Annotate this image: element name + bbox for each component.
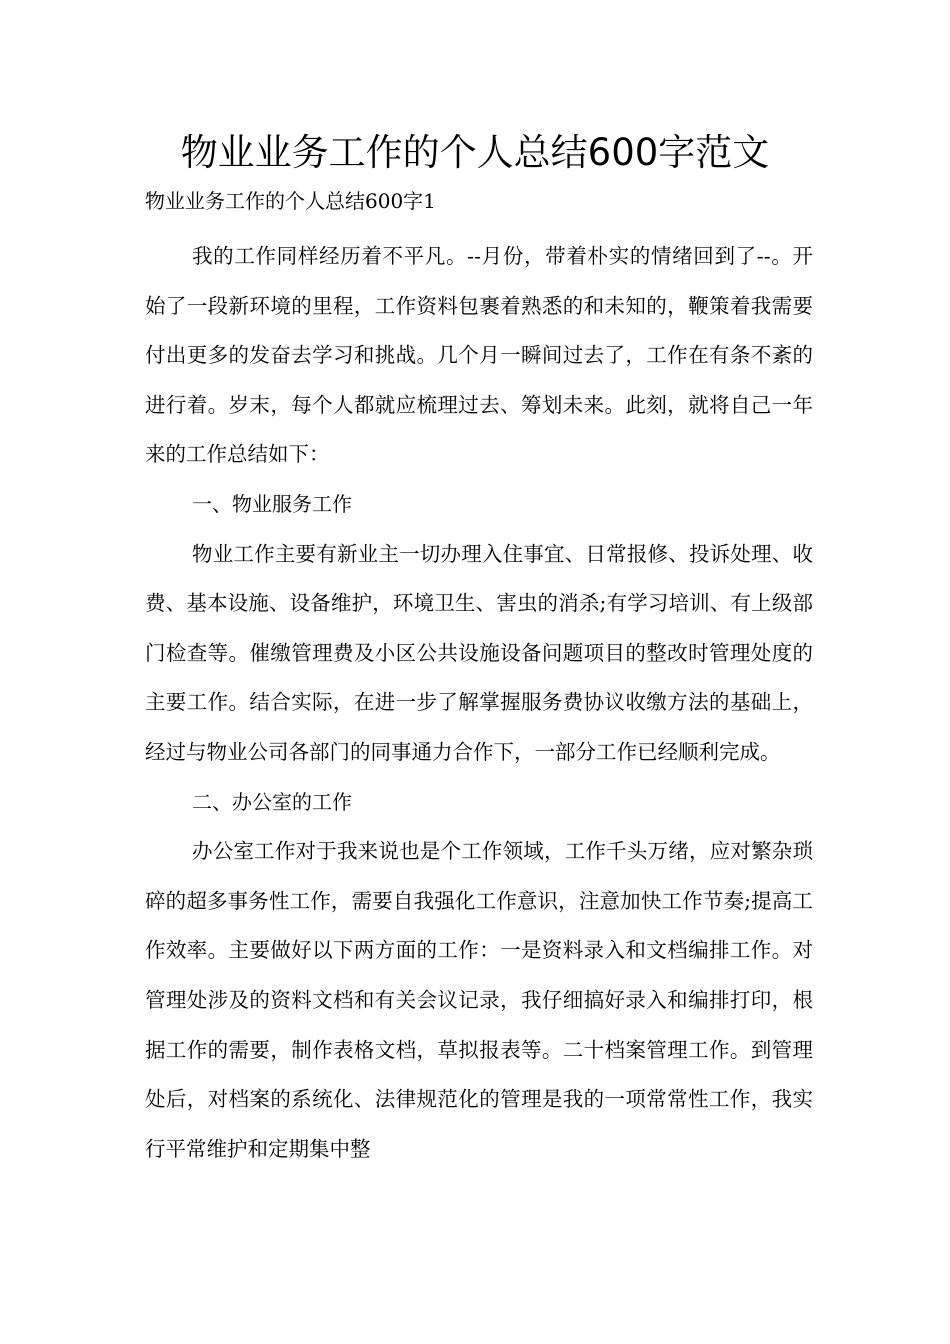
document-body xyxy=(145,232,813,1174)
paragraph-intro: 我的工作同样经历着不平凡。--月份，带着朴实的情绪回到了--。开始了一段新环境的里程，工作资料包裹着熟悉的和未知的，鞭策着我需要付出更多的发奋去学习和挑战。几个月一瞬间过去了，工作在有条不紊的进行着。岁末，每个人都就应梳理过去、筹划未来。此刻，就将自己一年来的工作总结如下： xyxy=(145,244,813,467)
document-subtitle: 物业业务工作的个人总结600字1 xyxy=(145,189,436,213)
section-heading-office-work: 二、办公室的工作 xyxy=(192,789,352,814)
paragraph-office-work: 办公室工作对于我来说也是个工作领域，工作千头万绪，应对繁杂琐碎的超多事务性工作，需要自我强化工作意识，注意加快工作节奏;提高工作效率。主要做好以下两方面的工作：一是资料录入和文档编排工作。对管理处涉及的资料文档和有关会议记录，我仔细搞好录入和编排打印，根据工作的需要，制作表格文档，草拟报表等。二十档案管理工作。到管理处后，对档案的系统化、法律规范化的管理是我的一项常常性工作，我实行平常维护和定期集中整 xyxy=(145,839,813,1161)
paragraph-property-service: 物业工作主要有新业主一切办理入住事宜、日常报修、投诉处理、收费、基本设施、设备维护，环境卫生、害虫的消杀;有学习培训、有上级部门检查等。催缴管理费及小区公共设施设备问题项目的整改时管理处度的主要工作。结合实际，在进一步了解掌握服务费协议收缴方法的基础上，经过与物业公司各部门的同事通力合作下，一部分工作已经顺利完成。 xyxy=(145,541,813,764)
document-title: 物业业务工作的个人总结600字范文 xyxy=(180,131,770,174)
section-heading-property-service: 一、物业服务工作 xyxy=(192,491,352,516)
